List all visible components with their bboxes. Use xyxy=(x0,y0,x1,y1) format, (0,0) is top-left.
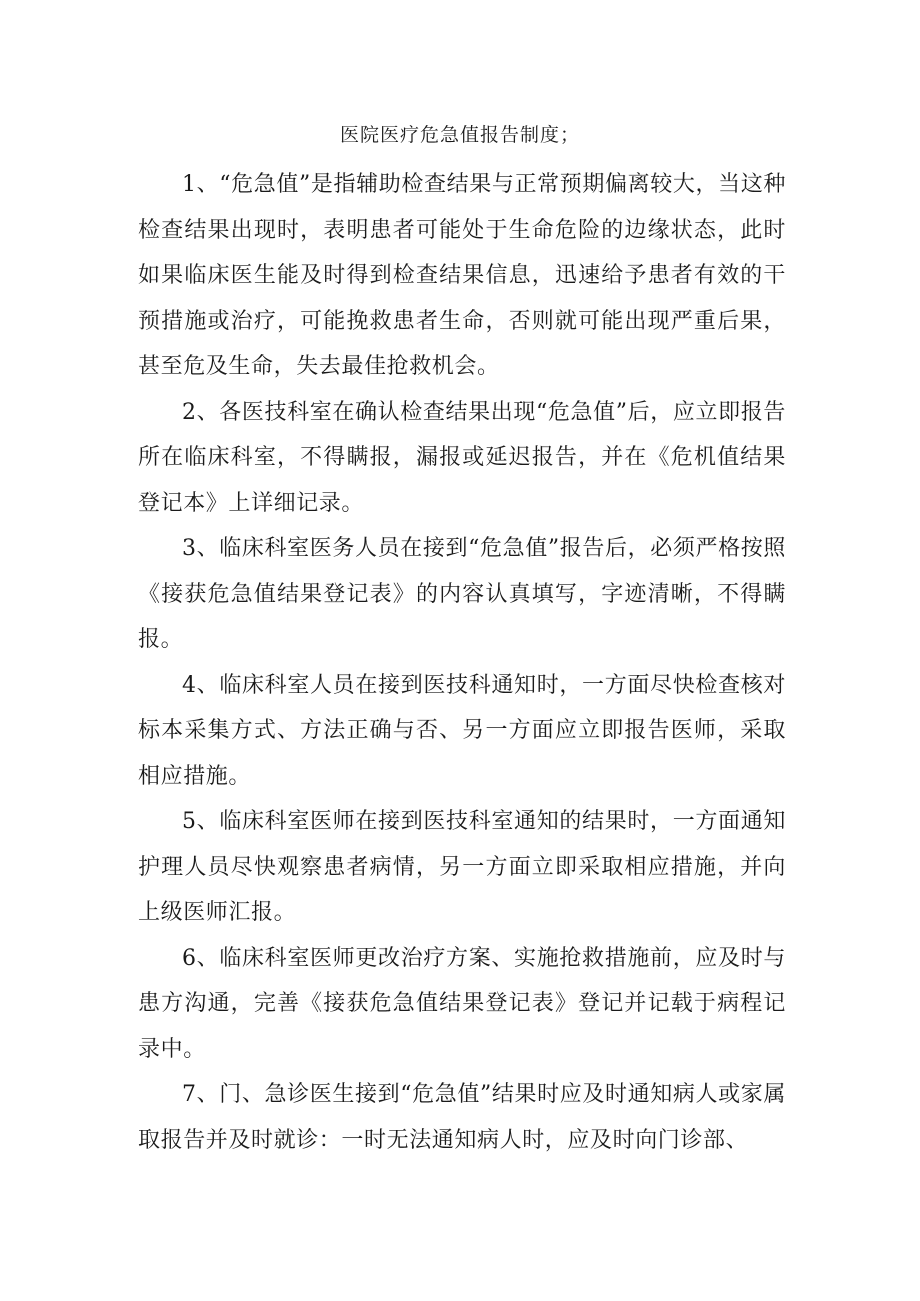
paragraph-3: 3、临床科室医务人员在接到“危急值”报告后，必须严格按照《接获危急值结果登记表》的内容认真填写，字迹清晰，不得瞒报。 xyxy=(138,536,786,652)
document-title: 医院医疗危急值报告制度； xyxy=(339,124,580,146)
paragraph-6: 6、临床科室医师更改治疗方案、实施抢救措施前，应及时与患方沟通，完善《接获危急值结果登记表》登记并记载于病程记录中。 xyxy=(138,945,786,1062)
paragraph-2: 2、各医技科室在确认检查结果出现“危急值”后，应立即报告所在临床科室，不得瞒报，漏报或延迟报告，并在《危机值结果登记本》上详细记录。 xyxy=(138,399,786,516)
paragraph-4: 4、临床科室人员在接到医技科通知时，一方面尽快检查核对标本采集方式、方法正确与否、另一方面应立即报告医师，采取相应措施。 xyxy=(138,672,786,789)
paragraph-1: 1、“危急值”是指辅助检查结果与正常预期偏离较大，当这种检查结果出现时，表明患者可能处于生命危险的边缘状态，此时如果临床医生能及时得到检查结果信息，迅速给予患者有效的干预措施或治疗，可能挽救患者生命，否则就可能出现严重后果，甚至危及生命，失去最佳抢救机会。 xyxy=(138,172,786,379)
document-body xyxy=(138,162,786,1163)
paragraph-5: 5、临床科室医师在接到医技科室通知的结果时，一方面通知护理人员尽快观察患者病情，另一方面立即采取相应措施，并向上级医师汇报。 xyxy=(138,809,786,925)
paragraph-7: 7、门、急诊医生接到“危急值”结果时应及时通知病人或家属取报告并及时就诊：一时无法通知病人时，应及时向门诊部、 xyxy=(138,1082,786,1153)
